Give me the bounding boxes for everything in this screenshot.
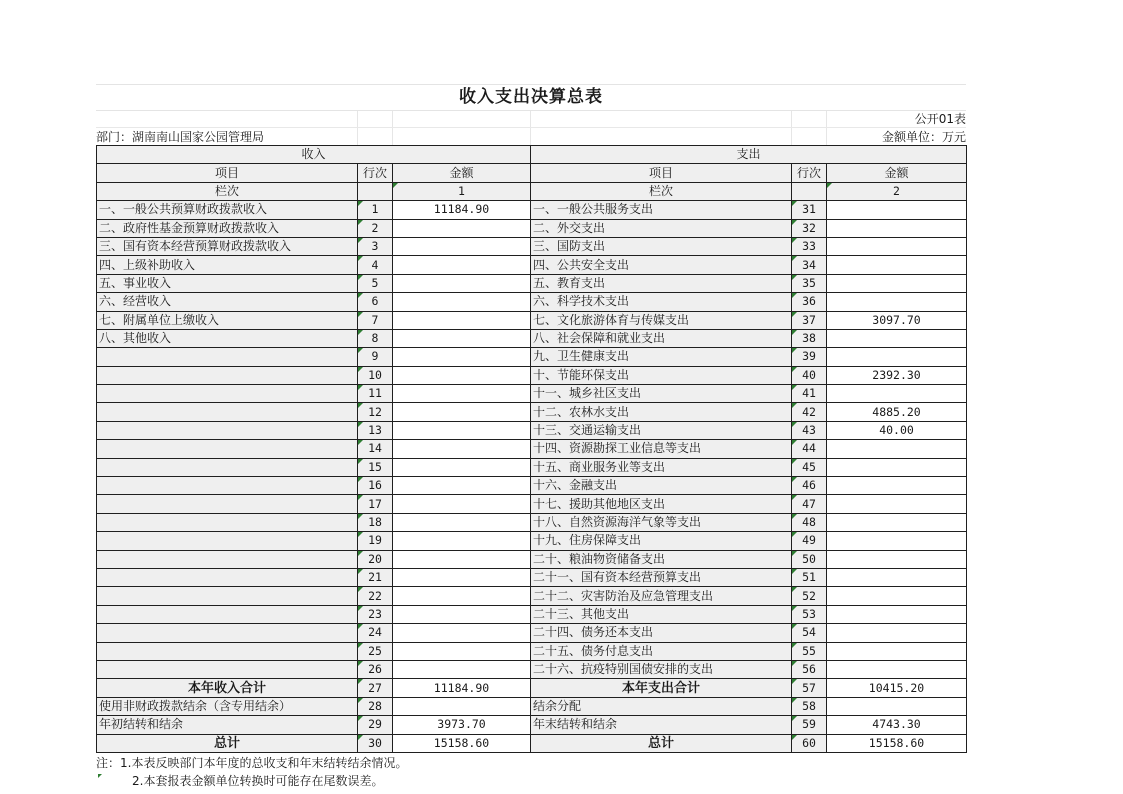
income-section-header: 收入 bbox=[97, 146, 531, 164]
expense-item-cell: 十一、城乡社区支出 bbox=[531, 385, 792, 403]
income-line-cell: 20 bbox=[358, 550, 393, 568]
expense-amount-cell bbox=[827, 532, 967, 550]
table-row bbox=[97, 568, 967, 586]
income-column-number: 1 bbox=[393, 182, 531, 200]
expense-line-cell: 35 bbox=[792, 274, 827, 292]
expense-line-cell: 38 bbox=[792, 329, 827, 347]
income-line-cell: 11 bbox=[358, 385, 393, 403]
table-row bbox=[97, 329, 967, 347]
income-item-cell: 总计 bbox=[97, 734, 358, 752]
notes bbox=[96, 754, 966, 790]
income-amount-cell bbox=[393, 293, 531, 311]
note-1: 注：1.本表反映部门本年度的总收支和年末结转结余情况。 bbox=[96, 755, 408, 770]
expense-line-cell: 32 bbox=[792, 219, 827, 237]
income-line-cell: 16 bbox=[358, 477, 393, 495]
expense-item-cell: 二十三、其他支出 bbox=[531, 605, 792, 623]
income-amount-cell bbox=[393, 403, 531, 421]
expense-amount-cell bbox=[827, 568, 967, 586]
income-amount-cell bbox=[393, 311, 531, 329]
expense-amount-cell: 4885.20 bbox=[827, 403, 967, 421]
expense-amount-cell bbox=[827, 348, 967, 366]
table-row bbox=[97, 311, 967, 329]
comment-marker-icon bbox=[98, 774, 102, 778]
income-item-cell bbox=[97, 624, 358, 642]
income-amount-cell bbox=[393, 366, 531, 384]
income-item-cell bbox=[97, 513, 358, 531]
expense-line-cell: 37 bbox=[792, 311, 827, 329]
table-row bbox=[97, 403, 967, 421]
expense-line-cell: 60 bbox=[792, 734, 827, 752]
income-amount-cell bbox=[393, 256, 531, 274]
table-row bbox=[97, 734, 967, 752]
expense-line-cell: 40 bbox=[792, 366, 827, 384]
income-amount-cell bbox=[393, 660, 531, 678]
income-amount-cell bbox=[393, 440, 531, 458]
expense-amount-cell bbox=[827, 624, 967, 642]
income-item-cell bbox=[97, 385, 358, 403]
income-amount-cell bbox=[393, 568, 531, 586]
income-item-cell bbox=[97, 532, 358, 550]
income-amount-cell: 11184.90 bbox=[393, 201, 531, 219]
table-row bbox=[97, 366, 967, 384]
table-row bbox=[97, 679, 967, 697]
expense-item-cell: 五、教育支出 bbox=[531, 274, 792, 292]
expense-line-cell: 50 bbox=[792, 550, 827, 568]
income-item-cell: 七、附属单位上缴收入 bbox=[97, 311, 358, 329]
income-amount-cell bbox=[393, 385, 531, 403]
expense-amount-cell bbox=[827, 385, 967, 403]
income-line-cell: 23 bbox=[358, 605, 393, 623]
expense-column-label: 栏次 bbox=[531, 182, 792, 200]
income-amount-cell bbox=[393, 329, 531, 347]
expense-line-cell: 53 bbox=[792, 605, 827, 623]
expense-amount-cell: 10415.20 bbox=[827, 679, 967, 697]
income-line-cell: 25 bbox=[358, 642, 393, 660]
income-item-cell: 二、政府性基金预算财政拨款收入 bbox=[97, 219, 358, 237]
expense-line-cell: 34 bbox=[792, 256, 827, 274]
column-header-row bbox=[97, 164, 967, 182]
expense-line-cell: 48 bbox=[792, 513, 827, 531]
income-amount-cell bbox=[393, 532, 531, 550]
report-sheet bbox=[96, 84, 966, 790]
income-line-cell: 8 bbox=[358, 329, 393, 347]
expense-item-cell: 本年支出合计 bbox=[531, 679, 792, 697]
income-amount-cell bbox=[393, 348, 531, 366]
income-item-cell bbox=[97, 403, 358, 421]
table-row bbox=[97, 348, 967, 366]
expense-item-cell: 二十一、国有资本经营预算支出 bbox=[531, 568, 792, 586]
expense-amount-cell bbox=[827, 329, 967, 347]
expense-amount-cell bbox=[827, 550, 967, 568]
table-row bbox=[97, 477, 967, 495]
expense-item-cell: 二十二、灾害防治及应急管理支出 bbox=[531, 587, 792, 605]
income-line-header: 行次 bbox=[358, 164, 393, 182]
income-line-cell: 27 bbox=[358, 679, 393, 697]
expense-line-cell: 54 bbox=[792, 624, 827, 642]
expense-amount-cell bbox=[827, 587, 967, 605]
expense-line-cell: 49 bbox=[792, 532, 827, 550]
income-line-cell: 30 bbox=[358, 734, 393, 752]
expense-amount-cell bbox=[827, 605, 967, 623]
expense-amount-cell bbox=[827, 477, 967, 495]
expense-column-number: 2 bbox=[827, 182, 967, 200]
table-row bbox=[97, 293, 967, 311]
income-line-cell: 18 bbox=[358, 513, 393, 531]
income-item-cell bbox=[97, 550, 358, 568]
expense-line-cell: 36 bbox=[792, 293, 827, 311]
income-amount-cell bbox=[393, 642, 531, 660]
income-line-cell: 9 bbox=[358, 348, 393, 366]
income-column-label: 栏次 bbox=[97, 182, 358, 200]
income-line-cell: 26 bbox=[358, 660, 393, 678]
expense-line-cell: 42 bbox=[792, 403, 827, 421]
income-line-cell: 15 bbox=[358, 458, 393, 476]
income-item-cell bbox=[97, 642, 358, 660]
expense-amount-cell: 40.00 bbox=[827, 421, 967, 439]
income-amount-cell: 3973.70 bbox=[393, 716, 531, 734]
column-number-row bbox=[97, 182, 967, 200]
income-line-cell: 2 bbox=[358, 219, 393, 237]
expense-item-header: 项目 bbox=[531, 164, 792, 182]
expense-amount-cell: 4743.30 bbox=[827, 716, 967, 734]
income-amount-cell bbox=[393, 513, 531, 531]
expense-item-cell: 十四、资源勘探工业信息等支出 bbox=[531, 440, 792, 458]
expense-amount-cell bbox=[827, 274, 967, 292]
expense-amount-cell bbox=[827, 660, 967, 678]
table-row bbox=[97, 660, 967, 678]
table-row bbox=[97, 550, 967, 568]
expense-item-cell: 十二、农林水支出 bbox=[531, 403, 792, 421]
note-2: 2.本套报表金额单位转换时可能存在尾数误差。 bbox=[132, 773, 384, 788]
expense-amount-cell: 15158.60 bbox=[827, 734, 967, 752]
income-amount-cell bbox=[393, 237, 531, 255]
expense-line-cell: 45 bbox=[792, 458, 827, 476]
expense-line-cell: 41 bbox=[792, 385, 827, 403]
expense-item-cell: 十、节能环保支出 bbox=[531, 366, 792, 384]
expense-line-cell: 46 bbox=[792, 477, 827, 495]
income-item-cell: 本年收入合计 bbox=[97, 679, 358, 697]
income-amount-cell: 11184.90 bbox=[393, 679, 531, 697]
income-line-cell: 6 bbox=[358, 293, 393, 311]
income-line-cell: 17 bbox=[358, 495, 393, 513]
expense-amount-cell: 3097.70 bbox=[827, 311, 967, 329]
income-item-cell: 八、其他收入 bbox=[97, 329, 358, 347]
income-line-cell: 12 bbox=[358, 403, 393, 421]
income-line-cell: 22 bbox=[358, 587, 393, 605]
expense-item-cell: 九、卫生健康支出 bbox=[531, 348, 792, 366]
income-amount-cell bbox=[393, 219, 531, 237]
expense-line-cell: 52 bbox=[792, 587, 827, 605]
income-line-cell: 21 bbox=[358, 568, 393, 586]
income-expense-table bbox=[96, 145, 967, 753]
income-item-cell: 三、国有资本经营预算财政拨款收入 bbox=[97, 237, 358, 255]
income-line-cell: 19 bbox=[358, 532, 393, 550]
income-line-cell: 28 bbox=[358, 697, 393, 715]
expense-line-cell: 47 bbox=[792, 495, 827, 513]
income-item-cell bbox=[97, 421, 358, 439]
report-title: 收入支出决算总表 bbox=[96, 84, 966, 111]
table-row bbox=[97, 219, 967, 237]
expense-item-cell: 二十、粮油物资储备支出 bbox=[531, 550, 792, 568]
table-row bbox=[97, 274, 967, 292]
expense-column-line-blank bbox=[792, 182, 827, 200]
income-item-cell: 六、经营收入 bbox=[97, 293, 358, 311]
expense-item-cell: 十九、住房保障支出 bbox=[531, 532, 792, 550]
amount-unit: 金额单位：万元 bbox=[881, 130, 966, 144]
income-line-cell: 1 bbox=[358, 201, 393, 219]
table-row bbox=[97, 458, 967, 476]
income-amount-cell: 15158.60 bbox=[393, 734, 531, 752]
expense-line-cell: 31 bbox=[792, 201, 827, 219]
income-item-cell bbox=[97, 495, 358, 513]
expense-line-cell: 44 bbox=[792, 440, 827, 458]
expense-line-cell: 57 bbox=[792, 679, 827, 697]
income-amount-cell bbox=[393, 274, 531, 292]
income-line-cell: 7 bbox=[358, 311, 393, 329]
income-item-cell bbox=[97, 568, 358, 586]
expense-line-cell: 51 bbox=[792, 568, 827, 586]
income-item-cell bbox=[97, 348, 358, 366]
income-line-cell: 13 bbox=[358, 421, 393, 439]
expense-line-cell: 59 bbox=[792, 716, 827, 734]
expense-item-cell: 八、社会保障和就业支出 bbox=[531, 329, 792, 347]
income-column-line-blank bbox=[358, 182, 393, 200]
expense-line-header: 行次 bbox=[792, 164, 827, 182]
expense-amount-cell bbox=[827, 237, 967, 255]
table-row bbox=[97, 237, 967, 255]
income-amount-cell bbox=[393, 421, 531, 439]
income-item-cell bbox=[97, 440, 358, 458]
expense-amount-cell: 2392.30 bbox=[827, 366, 967, 384]
income-item-cell: 五、事业收入 bbox=[97, 274, 358, 292]
form-code: 公开01表 bbox=[914, 112, 966, 126]
expense-item-cell: 十三、交通运输支出 bbox=[531, 421, 792, 439]
expense-item-cell: 结余分配 bbox=[531, 697, 792, 715]
table-row bbox=[97, 587, 967, 605]
expense-line-cell: 43 bbox=[792, 421, 827, 439]
expense-line-cell: 33 bbox=[792, 237, 827, 255]
income-item-cell bbox=[97, 605, 358, 623]
table-row bbox=[97, 513, 967, 531]
income-line-cell: 10 bbox=[358, 366, 393, 384]
expense-amount-cell bbox=[827, 219, 967, 237]
income-amount-header: 金额 bbox=[393, 164, 531, 182]
expense-item-cell: 十五、商业服务业等支出 bbox=[531, 458, 792, 476]
income-item-cell bbox=[97, 660, 358, 678]
income-amount-cell bbox=[393, 495, 531, 513]
income-amount-cell bbox=[393, 624, 531, 642]
expense-amount-header: 金额 bbox=[827, 164, 967, 182]
table-row bbox=[97, 256, 967, 274]
table-row bbox=[97, 421, 967, 439]
income-amount-cell bbox=[393, 697, 531, 715]
expense-item-cell: 二十五、债务付息支出 bbox=[531, 642, 792, 660]
income-item-cell bbox=[97, 587, 358, 605]
income-item-cell: 四、上级补助收入 bbox=[97, 256, 358, 274]
income-item-cell: 年初结转和结余 bbox=[97, 716, 358, 734]
table-row bbox=[97, 201, 967, 219]
income-amount-cell bbox=[393, 477, 531, 495]
table-row bbox=[97, 697, 967, 715]
table-row bbox=[97, 642, 967, 660]
expense-line-cell: 58 bbox=[792, 697, 827, 715]
expense-section-header: 支出 bbox=[531, 146, 967, 164]
income-amount-cell bbox=[393, 605, 531, 623]
expense-item-cell: 年末结转和结余 bbox=[531, 716, 792, 734]
table-row bbox=[97, 605, 967, 623]
income-line-cell: 29 bbox=[358, 716, 393, 734]
income-line-cell: 5 bbox=[358, 274, 393, 292]
expense-item-cell: 二十六、抗疫特别国债安排的支出 bbox=[531, 660, 792, 678]
expense-line-cell: 55 bbox=[792, 642, 827, 660]
expense-item-cell: 六、科学技术支出 bbox=[531, 293, 792, 311]
expense-item-cell: 二十四、债务还本支出 bbox=[531, 624, 792, 642]
income-line-cell: 3 bbox=[358, 237, 393, 255]
income-amount-cell bbox=[393, 458, 531, 476]
income-amount-cell bbox=[393, 587, 531, 605]
income-item-cell: 一、一般公共预算财政拨款收入 bbox=[97, 201, 358, 219]
table-row bbox=[97, 440, 967, 458]
expense-amount-cell bbox=[827, 697, 967, 715]
expense-item-cell: 七、文化旅游体育与传媒支出 bbox=[531, 311, 792, 329]
table-row bbox=[97, 385, 967, 403]
expense-amount-cell bbox=[827, 256, 967, 274]
expense-line-cell: 39 bbox=[792, 348, 827, 366]
income-amount-cell bbox=[393, 550, 531, 568]
section-header-row bbox=[97, 146, 967, 164]
table-row bbox=[97, 624, 967, 642]
expense-amount-cell bbox=[827, 458, 967, 476]
expense-amount-cell bbox=[827, 642, 967, 660]
expense-amount-cell bbox=[827, 495, 967, 513]
income-item-cell bbox=[97, 477, 358, 495]
income-line-cell: 14 bbox=[358, 440, 393, 458]
income-item-cell bbox=[97, 458, 358, 476]
expense-item-cell: 四、公共安全支出 bbox=[531, 256, 792, 274]
income-item-cell bbox=[97, 366, 358, 384]
table-row bbox=[97, 716, 967, 734]
expense-item-cell: 一、一般公共服务支出 bbox=[531, 201, 792, 219]
table-row bbox=[97, 495, 967, 513]
income-item-header: 项目 bbox=[97, 164, 358, 182]
expense-item-cell: 十八、自然资源海洋气象等支出 bbox=[531, 513, 792, 531]
income-item-cell: 使用非财政拨款结余（含专用结余） bbox=[97, 697, 358, 715]
expense-amount-cell bbox=[827, 440, 967, 458]
expense-item-cell: 十六、金融支出 bbox=[531, 477, 792, 495]
income-line-cell: 24 bbox=[358, 624, 393, 642]
department-label: 部门：湖南南山国家公园管理局 bbox=[96, 130, 265, 144]
expense-line-cell: 56 bbox=[792, 660, 827, 678]
expense-item-cell: 十七、援助其他地区支出 bbox=[531, 495, 792, 513]
income-line-cell: 4 bbox=[358, 256, 393, 274]
expense-amount-cell bbox=[827, 293, 967, 311]
report-meta bbox=[96, 111, 966, 145]
expense-amount-cell bbox=[827, 513, 967, 531]
expense-item-cell: 三、国防支出 bbox=[531, 237, 792, 255]
expense-item-cell: 总计 bbox=[531, 734, 792, 752]
expense-item-cell: 二、外交支出 bbox=[531, 219, 792, 237]
expense-amount-cell bbox=[827, 201, 967, 219]
table-row bbox=[97, 532, 967, 550]
